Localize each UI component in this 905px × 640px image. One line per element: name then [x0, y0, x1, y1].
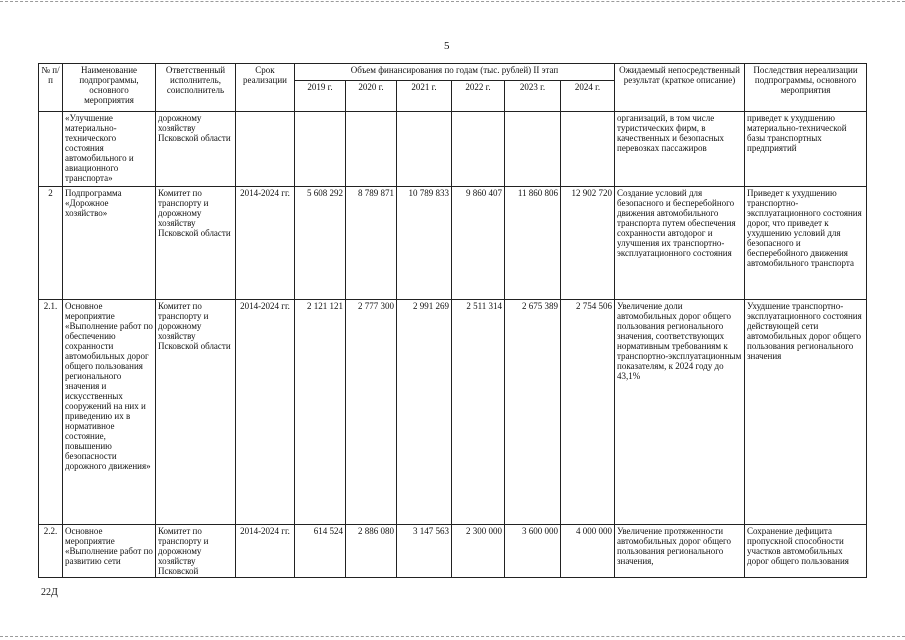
- header-year: 2022 г.: [452, 81, 505, 112]
- row-number: 2.2.: [39, 525, 63, 578]
- row-value: [561, 112, 615, 187]
- row-value: [295, 112, 346, 187]
- row-value: 3 600 000: [505, 525, 561, 578]
- header-row-1: [39, 64, 867, 81]
- row-name: Основное мероприятие «Выполнение работ по развитию сети: [63, 525, 156, 578]
- table-row: [39, 112, 867, 187]
- header-year: 2021 г.: [397, 81, 452, 112]
- row-responsible: Комитет по транспорту и дорожному хозяйству Псковской области: [156, 300, 236, 525]
- header-result: Ожидаемый непосредственный результат (краткое описание): [615, 64, 745, 112]
- row-responsible: Комитет по транспорту и дорожному хозяйству Псковской: [156, 525, 236, 578]
- row-value: [346, 112, 397, 187]
- row-value: 5 608 292: [295, 187, 346, 300]
- row-name: «Улучшение материально-технического состояния автомобильного и авиационного транспорта»: [63, 112, 156, 187]
- row-number: [39, 112, 63, 187]
- header-consequences: Последствия нереализации подпрограммы, основного мероприятия: [745, 64, 867, 112]
- row-value: 3 147 563: [397, 525, 452, 578]
- header-funding: Объем финансирования по годам (тыс. рублей) II этап: [295, 64, 615, 81]
- row-result: Увеличение доли автомобильных дорог общего пользования регионального значения, соответствующих нормативным требованиям к транспортно-эксплуатационным показателям, к 2024 году до 43,1%: [615, 300, 745, 525]
- header-year: 2020 г.: [346, 81, 397, 112]
- row-number: 2: [39, 187, 63, 300]
- row-responsible: Комитет по транспорту и дорожному хозяйству Псковской области: [156, 187, 236, 300]
- footer-code: 22Д: [41, 587, 58, 598]
- row-name: Основное мероприятие «Выполнение работ по обеспечению сохранности автомобильных дорог общего пользования регионального значения и искусственных сооружений на них и приведению их в нормативное состояние, повышению безопасности дорожного движения»: [63, 300, 156, 525]
- table-row: [39, 525, 867, 578]
- header-responsible: Ответственный исполнитель, соисполнитель: [156, 64, 236, 112]
- row-value: 11 860 806: [505, 187, 561, 300]
- row-consequences: приведет к ухудшению материально-технической базы транспортных предприятий: [745, 112, 867, 187]
- page-number: 5: [444, 40, 450, 52]
- program-table: [38, 63, 867, 578]
- row-value: 2 675 389: [505, 300, 561, 525]
- row-number: 2.1.: [39, 300, 63, 525]
- scan-top-edge: [0, 1, 905, 2]
- row-consequences: Приведет к ухудшению транспортно-эксплуатационного состояния дорог, что приведет к ухудшению условий для безопасного и бесперебойного движения автомобильного транспорта: [745, 187, 867, 300]
- row-result: Увеличение протяженности автомобильных дорог общего пользования регионального значения,: [615, 525, 745, 578]
- header-year: 2023 г.: [505, 81, 561, 112]
- row-value: 2 886 080: [346, 525, 397, 578]
- row-term: [236, 112, 295, 187]
- header-year: 2019 г.: [295, 81, 346, 112]
- row-value: [452, 112, 505, 187]
- row-value: 4 000 000: [561, 525, 615, 578]
- row-value: 8 789 871: [346, 187, 397, 300]
- row-value: 2 121 121: [295, 300, 346, 525]
- row-consequences: Ухудшение транспортно-эксплуатационного состояния действующей сети автомобильных дорог общего пользования регионального значения: [745, 300, 867, 525]
- row-value: 614 524: [295, 525, 346, 578]
- row-responsible: дорожному хозяйству Псковской области: [156, 112, 236, 187]
- row-value: 2 300 000: [452, 525, 505, 578]
- row-value: 9 860 407: [452, 187, 505, 300]
- row-term: 2014-2024 гг.: [236, 300, 295, 525]
- header-name: Наименование подпрограммы, основного мероприятия: [63, 64, 156, 112]
- row-name: Подпрограмма «Дорожное хозяйство»: [63, 187, 156, 300]
- table-row: [39, 300, 867, 525]
- row-value: [505, 112, 561, 187]
- row-value: 2 511 314: [452, 300, 505, 525]
- row-term: 2014-2024 гг.: [236, 525, 295, 578]
- header-num: № п/п: [39, 64, 63, 112]
- row-value: [397, 112, 452, 187]
- row-value: 2 991 269: [397, 300, 452, 525]
- row-consequences: Сохранение дефицита пропускной способности участков автомобильных дорог общего пользования: [745, 525, 867, 578]
- row-value: 2 777 300: [346, 300, 397, 525]
- row-value: 12 902 720: [561, 187, 615, 300]
- row-term: 2014-2024 гг.: [236, 187, 295, 300]
- row-result: организаций, в том числе туристических фирм, в качественных и безопасных перевозках пассажиров: [615, 112, 745, 187]
- header-year: 2024 г.: [561, 81, 615, 112]
- row-value: 2 754 506: [561, 300, 615, 525]
- table-row: [39, 187, 867, 300]
- scan-bottom-edge: [0, 636, 905, 637]
- header-term: Срок реализации: [236, 64, 295, 112]
- row-value: 10 789 833: [397, 187, 452, 300]
- row-result: Создание условий для безопасного и бесперебойного движения автомобильного транспорта путем обеспечения сохранности автодорог и улучшения их транспортно-эксплуатационного состояния: [615, 187, 745, 300]
